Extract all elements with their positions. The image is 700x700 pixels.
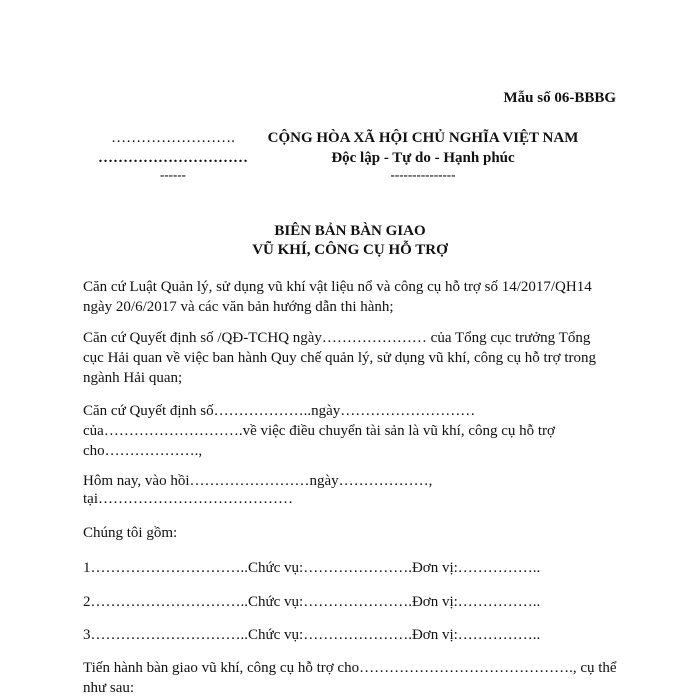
right-header-rule: --------------- bbox=[390, 167, 456, 182]
meeting-place: tại………………………………… bbox=[83, 491, 293, 507]
member-row-3: 3…………………………..Chức vụ:………………….Đơn vị:…………….. bbox=[83, 627, 541, 643]
left-header-rule: ------ bbox=[160, 167, 186, 182]
document-subtitle: VŨ KHÍ, CÔNG CỤ HỖ TRỢ bbox=[252, 242, 448, 258]
agency-name-placeholder: ……………………. bbox=[111, 130, 235, 146]
basis-decision-line2: cục Hải quan về việc ban hành Quy chế quản lý, sử dụng vũ khí, công cụ hỗ trợ trong bbox=[83, 350, 597, 366]
basis-decision-line1: Căn cứ Quyết định số /QĐ-TCHQ ngày………………… của Tổng cục trưởng Tổng bbox=[83, 330, 591, 346]
basis-transfer-line2: của……………………….về việc điều chuyển tài sản là vũ khí, công cụ hỗ trợ bbox=[83, 423, 555, 439]
basis-transfer-line3: cho………………., bbox=[83, 443, 203, 459]
basis-decision-line3: ngành Hải quan; bbox=[83, 370, 183, 386]
handover-line2: như sau: bbox=[83, 680, 135, 696]
basis-transfer-line1: Căn cứ Quyết định số………………..ngày……………………… bbox=[83, 403, 476, 419]
member-row-1: 1…………………………..Chức vụ:………………….Đơn vị:…………….. bbox=[83, 560, 541, 576]
document-title: BIÊN BẢN BÀN GIAO bbox=[274, 223, 426, 239]
basis-law-line2: ngày 20/6/2017 và các văn bản hướng dẫn thi hành; bbox=[83, 299, 394, 315]
handover-line1: Tiến hành bàn giao vũ khí, công cụ hỗ trợ cho……………………………………., cụ thể bbox=[83, 660, 617, 676]
national-title: CỘNG HÒA XÃ HỘI CHỦ NGHĨA VIỆT NAM bbox=[267, 130, 579, 146]
meeting-time: Hôm nay, vào hồi……………………ngày………………, bbox=[83, 473, 433, 489]
member-row-2: 2…………………………..Chức vụ:………………….Đơn vị:…………….. bbox=[83, 594, 541, 610]
unit-name-placeholder: ………………………… bbox=[98, 150, 248, 166]
form-code: Mẫu số 06-BBBG bbox=[503, 90, 616, 106]
basis-law-line1: Căn cứ Luật Quản lý, sử dụng vũ khí vật liệu nổ và công cụ hỗ trợ số 14/2017/QH14 bbox=[83, 279, 592, 295]
members-intro: Chúng tôi gồm: bbox=[83, 525, 178, 541]
national-motto: Độc lập - Tự do - Hạnh phúc bbox=[331, 150, 515, 166]
